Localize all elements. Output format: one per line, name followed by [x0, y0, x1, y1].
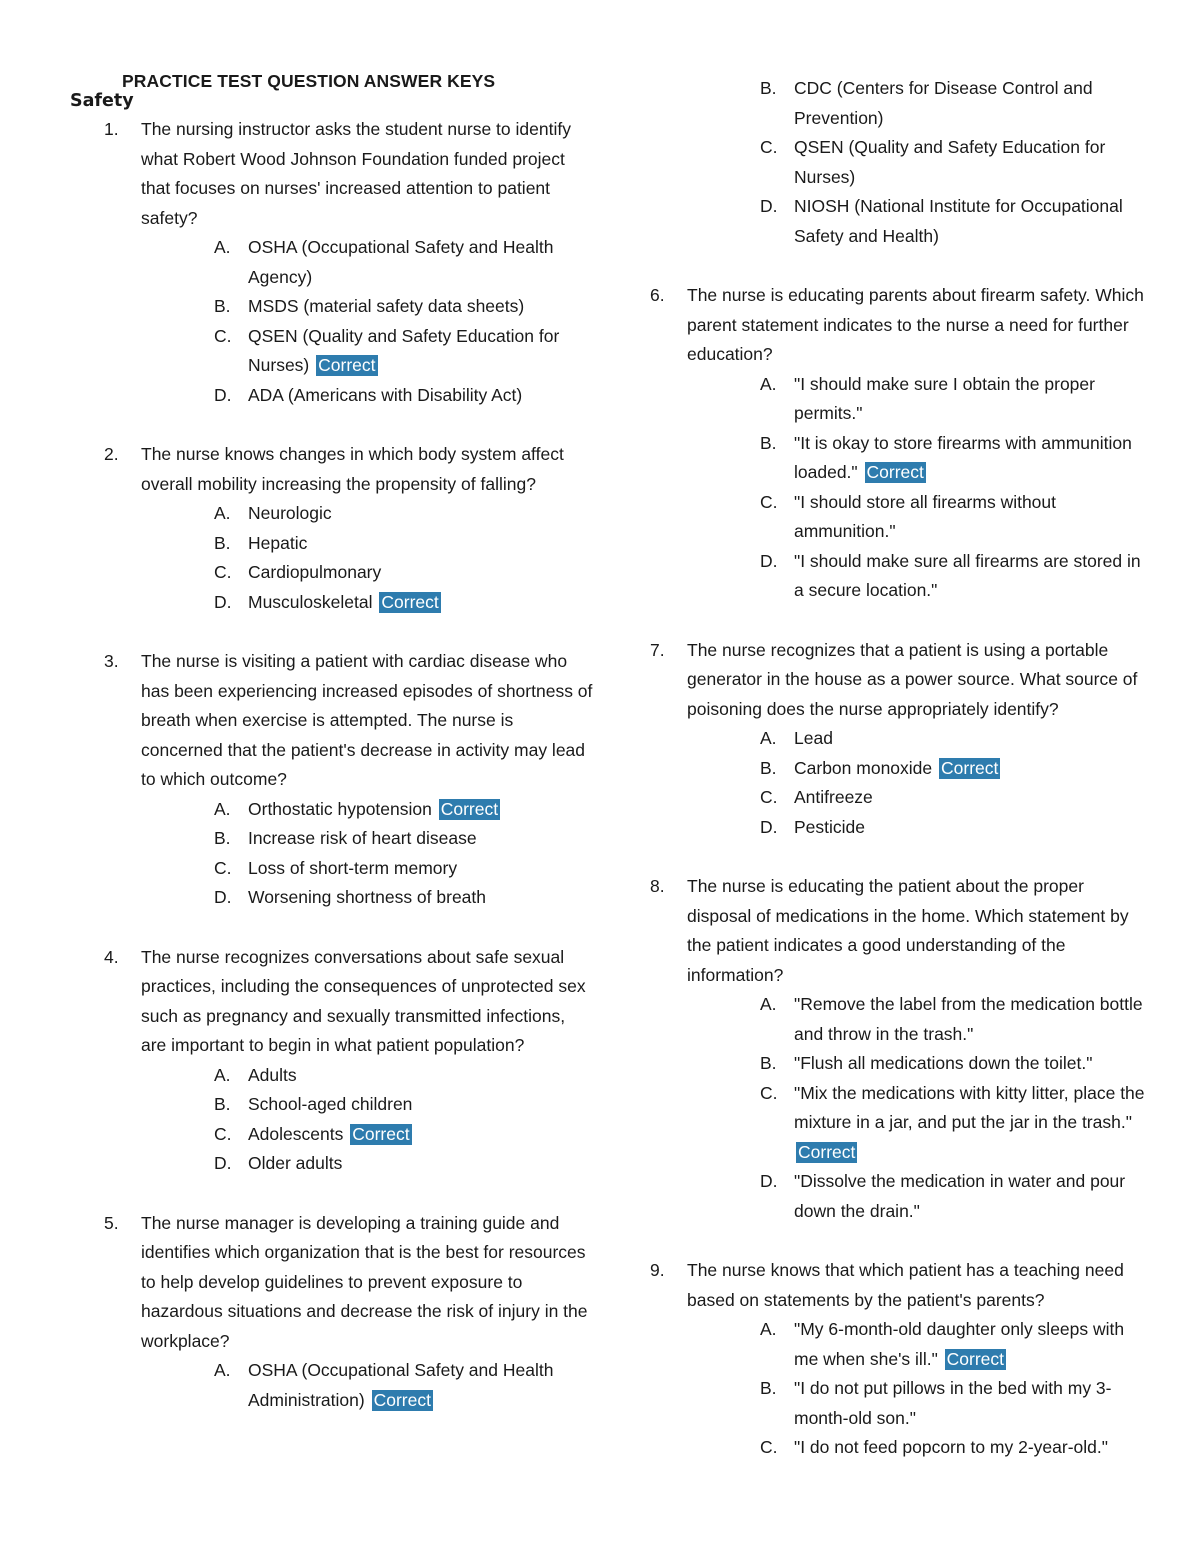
answer-option: [650, 74, 1150, 133]
option-text: Lead: [794, 728, 833, 748]
option-text: "I do not put pillows in the bed with my 3-month-old son.": [794, 1378, 1112, 1428]
question-text: The nursing instructor asks the student nurse to identify what Robert Wood Johnson Foundation funded project that focuses on nurses' increased attention to patient safety?: [141, 119, 571, 228]
question-text: The nurse is visiting a patient with cardiac disease who has been experiencing increased episodes of shortness of breath when exercise is attempted. The nurse is concerned that the patient's decrease in activity may lead to which outcome?: [141, 651, 593, 789]
option-text-wrap: [794, 1079, 1150, 1168]
answer-option: [650, 1433, 1150, 1463]
option-text: Musculoskeletal: [248, 591, 373, 612]
option-letter: A.: [214, 237, 231, 257]
option-letter: B.: [760, 1053, 777, 1073]
option-letter: D.: [760, 1171, 778, 1191]
option-text-wrap: [248, 233, 594, 292]
option-text: Increase risk of heart disease: [248, 828, 477, 848]
option-text-wrap: [794, 724, 1150, 754]
option-text-wrap: [794, 1433, 1150, 1463]
option-letter: C.: [760, 1437, 778, 1457]
option-text: School-aged children: [248, 1094, 413, 1114]
option-text-wrap: [794, 1374, 1150, 1433]
option-text-wrap: [794, 813, 1150, 843]
option-text: ADA (Americans with Disability Act): [248, 384, 523, 405]
option-letter: A.: [760, 1319, 777, 1339]
option-text-wrap: [794, 754, 1150, 784]
question-number: 4.: [104, 946, 119, 967]
option-text-wrap: [794, 370, 1150, 429]
option-letter: C.: [760, 787, 778, 807]
option-text-wrap: [248, 1120, 594, 1150]
option-list: [104, 1356, 594, 1415]
option-letter: C.: [760, 1082, 778, 1103]
option-letter: A.: [760, 373, 777, 394]
correct-badge: Correct: [941, 757, 999, 778]
question-block: [650, 1256, 1150, 1463]
option-letter: C.: [760, 491, 778, 512]
option-text-wrap: [794, 1315, 1150, 1374]
answer-option: [650, 192, 1150, 251]
option-text: Neurologic: [248, 503, 332, 523]
question-number: 6.: [650, 285, 665, 305]
option-list: [650, 370, 1150, 606]
answer-option: [650, 133, 1150, 192]
question-stem: [650, 1256, 1150, 1315]
answer-option: [104, 795, 594, 825]
question-text: The nurse recognizes conversations about safe sexual practices, including the consequences of unprotected sex such as pregnancy and sexually transmitted infections, are important to begin in what patient population?: [141, 946, 586, 1055]
answer-option: [650, 990, 1150, 1049]
option-text-wrap: [248, 558, 594, 588]
option-letter: D.: [214, 384, 232, 405]
question-text: The nurse manager is developing a training guide and identifies which organization that is the best for resources to help develop guidelines to prevent exposure to hazardous situations and decrease the risk of injury in the workplace?: [141, 1212, 588, 1351]
option-letter: D.: [214, 1153, 232, 1173]
option-text: "Mix the medications with kitty litter, place the mixture in a jar, and put the jar in the trash.": [794, 1082, 1145, 1132]
option-letter: B.: [214, 296, 231, 316]
question-stem: [650, 872, 1150, 990]
answer-option: [104, 292, 594, 322]
option-text: "Dissolve the medication in water and pour down the drain.": [794, 1171, 1126, 1221]
option-letter: D.: [214, 591, 232, 612]
option-letter: C.: [214, 325, 232, 346]
option-text: OSHA (Occupational Safety and Health Administration): [248, 1360, 554, 1410]
question-number: 8.: [650, 876, 665, 896]
question-number: 7.: [650, 639, 665, 660]
question-stem: [104, 440, 594, 499]
correct-badge: Correct: [318, 355, 376, 375]
option-text: Loss of short-term memory: [248, 857, 458, 878]
question-5-continued-options: [650, 74, 1150, 251]
answer-option: [104, 824, 594, 854]
correct-badge: Correct: [440, 798, 499, 819]
option-text-wrap: [794, 1049, 1150, 1079]
option-text: "It is okay to store firearms with ammunition loaded.": [794, 432, 1132, 482]
answer-option: [650, 724, 1150, 754]
option-text-wrap: [794, 990, 1150, 1049]
left-column: [104, 115, 594, 1445]
question-stem: [104, 115, 594, 233]
option-letter: C.: [214, 857, 232, 878]
question-stem: [650, 281, 1150, 370]
option-letter: A.: [760, 728, 777, 748]
section-heading: Safety: [70, 91, 134, 111]
answer-option: [650, 370, 1150, 429]
answer-option: [650, 783, 1150, 813]
question-number: 9.: [650, 1260, 665, 1280]
option-text: Older adults: [248, 1153, 343, 1173]
question-block: [104, 647, 594, 913]
option-text-wrap: [794, 783, 1150, 813]
question-block: [650, 872, 1150, 1226]
right-column: [650, 74, 1150, 1493]
question-number: 1.: [104, 119, 119, 139]
answer-option: [104, 1120, 594, 1150]
option-letter: D.: [760, 816, 778, 837]
option-text-wrap: [794, 133, 1150, 192]
question-block: [104, 943, 594, 1179]
answer-option: [104, 588, 594, 618]
option-text-wrap: [794, 74, 1150, 133]
option-text: Hepatic: [248, 532, 308, 553]
right-questions: [650, 281, 1150, 1463]
question-block: [650, 281, 1150, 606]
option-text-wrap: [248, 529, 594, 559]
option-text-wrap: [248, 1356, 594, 1415]
option-letter: B.: [760, 757, 777, 778]
option-text: OSHA (Occupational Safety and Health Agency): [248, 237, 554, 287]
question-text: The nurse is educating the patient about the proper disposal of medications in the home. Which statement by the patient indicates a good understanding of the information?: [687, 876, 1129, 985]
answer-option: [650, 1167, 1150, 1226]
option-text: Orthostatic hypotension: [248, 798, 432, 819]
option-text-wrap: [248, 292, 594, 322]
option-text: "Remove the label from the medication bottle and throw in the trash.": [794, 994, 1143, 1044]
correct-badge: Correct: [946, 1348, 1005, 1369]
option-text: MSDS (material safety data sheets): [248, 296, 525, 316]
option-text-wrap: [248, 824, 594, 854]
option-text: Adolescents: [248, 1123, 344, 1144]
option-text: Carbon monoxide: [794, 757, 933, 778]
answer-option: [650, 754, 1150, 784]
correct-badge: Correct: [798, 1141, 856, 1162]
question-number: 3.: [104, 651, 119, 671]
answer-option: [104, 1149, 594, 1179]
question-block: [104, 440, 594, 617]
option-text: "I do not feed popcorn to my 2-year-old.": [794, 1437, 1108, 1457]
option-text: Antifreeze: [794, 787, 873, 807]
option-text-wrap: [794, 547, 1150, 606]
correct-badge: Correct: [866, 462, 924, 482]
answer-option: [104, 322, 594, 381]
option-letter: B.: [214, 1094, 231, 1114]
option-text: Worsening shortness of breath: [248, 887, 487, 907]
option-text-wrap: [248, 1149, 594, 1179]
option-list: [650, 990, 1150, 1226]
option-text-wrap: [248, 795, 594, 825]
option-text-wrap: [248, 499, 594, 529]
option-letter: C.: [760, 137, 778, 157]
answer-option: [104, 381, 594, 411]
option-text: CDC (Centers for Disease Control and Prevention): [794, 78, 1093, 128]
option-letter: A.: [760, 994, 777, 1014]
option-text-wrap: [794, 192, 1150, 251]
option-text-wrap: [248, 381, 594, 411]
correct-badge: Correct: [352, 1123, 410, 1144]
answer-option: [650, 547, 1150, 606]
option-text: Pesticide: [794, 816, 866, 837]
question-block: [104, 115, 594, 410]
option-text-wrap: [248, 854, 594, 884]
answer-option: [650, 488, 1150, 547]
question-block: [650, 636, 1150, 843]
option-letter: B.: [760, 78, 777, 98]
option-list: [104, 1061, 594, 1179]
answer-option: [104, 558, 594, 588]
answer-option: [104, 233, 594, 292]
option-text-wrap: [248, 588, 594, 618]
answer-option: [650, 1049, 1150, 1079]
answer-option: [104, 529, 594, 559]
option-list: [104, 499, 594, 617]
option-text: "I should store all firearms without ammunition.": [794, 491, 1057, 541]
option-list: [650, 724, 1150, 842]
option-text: Adults: [248, 1064, 297, 1085]
option-text-wrap: [248, 1090, 594, 1120]
option-letter: C.: [214, 562, 232, 582]
option-text-wrap: [248, 883, 594, 913]
option-letter: A.: [214, 1064, 231, 1085]
answer-option: [650, 1079, 1150, 1168]
option-letter: B.: [760, 1378, 777, 1398]
option-text-wrap: [794, 488, 1150, 547]
option-letter: D.: [760, 196, 778, 216]
question-stem: [104, 943, 594, 1061]
option-list: [650, 1315, 1150, 1463]
question-text: The nurse recognizes that a patient is using a portable generator in the house as a power source. What source of poisoning does the nurse appropriately identify?: [687, 639, 1138, 719]
answer-option: [650, 1315, 1150, 1374]
correct-badge: Correct: [381, 591, 439, 612]
option-letter: D.: [214, 887, 232, 907]
answer-option: [104, 1356, 594, 1415]
option-text: Cardiopulmonary: [248, 562, 382, 582]
option-letter: A.: [214, 1360, 231, 1380]
option-text-wrap: [248, 1061, 594, 1091]
option-text: "I should make sure all firearms are stored in a secure location.": [794, 550, 1141, 600]
question-number: 5.: [104, 1212, 119, 1233]
answer-option: [104, 1061, 594, 1091]
answer-option: [104, 1090, 594, 1120]
option-text: QSEN (Quality and Safety Education for Nurses): [794, 137, 1106, 187]
question-text: The nurse knows that which patient has a teaching need based on statements by the patient's parents?: [687, 1260, 1124, 1310]
option-letter: C.: [214, 1123, 232, 1144]
question-stem: [104, 1209, 594, 1357]
correct-badge: Correct: [373, 1389, 431, 1410]
answer-option: [650, 1374, 1150, 1433]
option-text-wrap: [248, 322, 594, 381]
question-number: 2.: [104, 444, 119, 464]
option-letter: B.: [760, 432, 777, 453]
option-letter: B.: [214, 828, 231, 848]
option-list: [104, 795, 594, 913]
option-text: "Flush all medications down the toilet.": [794, 1053, 1093, 1073]
option-letter: A.: [214, 503, 231, 523]
answer-option: [104, 854, 594, 884]
option-text: "I should make sure I obtain the proper permits.": [794, 373, 1095, 423]
option-letter: B.: [214, 532, 231, 553]
option-list: [104, 233, 594, 410]
question-block: [104, 1209, 594, 1416]
option-text-wrap: [794, 1167, 1150, 1226]
answer-option: [650, 813, 1150, 843]
question-text: The nurse knows changes in which body system affect overall mobility increasing the propensity of falling?: [141, 444, 564, 494]
option-text-wrap: [794, 429, 1150, 488]
option-text: QSEN (Quality and Safety Education for Nurses): [248, 325, 560, 375]
question-stem: [104, 647, 594, 795]
option-letter: D.: [760, 550, 778, 571]
answer-option: [104, 883, 594, 913]
option-text: "My 6-month-old daughter only sleeps with me when she's ill.": [794, 1319, 1125, 1369]
option-text: NIOSH (National Institute for Occupational Safety and Health): [794, 196, 1123, 246]
answer-option: [104, 499, 594, 529]
answer-option: [650, 429, 1150, 488]
question-text: The nurse is educating parents about firearm safety. Which parent statement indicates to the nurse a need for further education?: [687, 285, 1144, 364]
question-stem: [650, 636, 1150, 725]
option-letter: A.: [214, 798, 231, 819]
document-title: PRACTICE TEST QUESTION ANSWER KEYS: [122, 71, 496, 91]
